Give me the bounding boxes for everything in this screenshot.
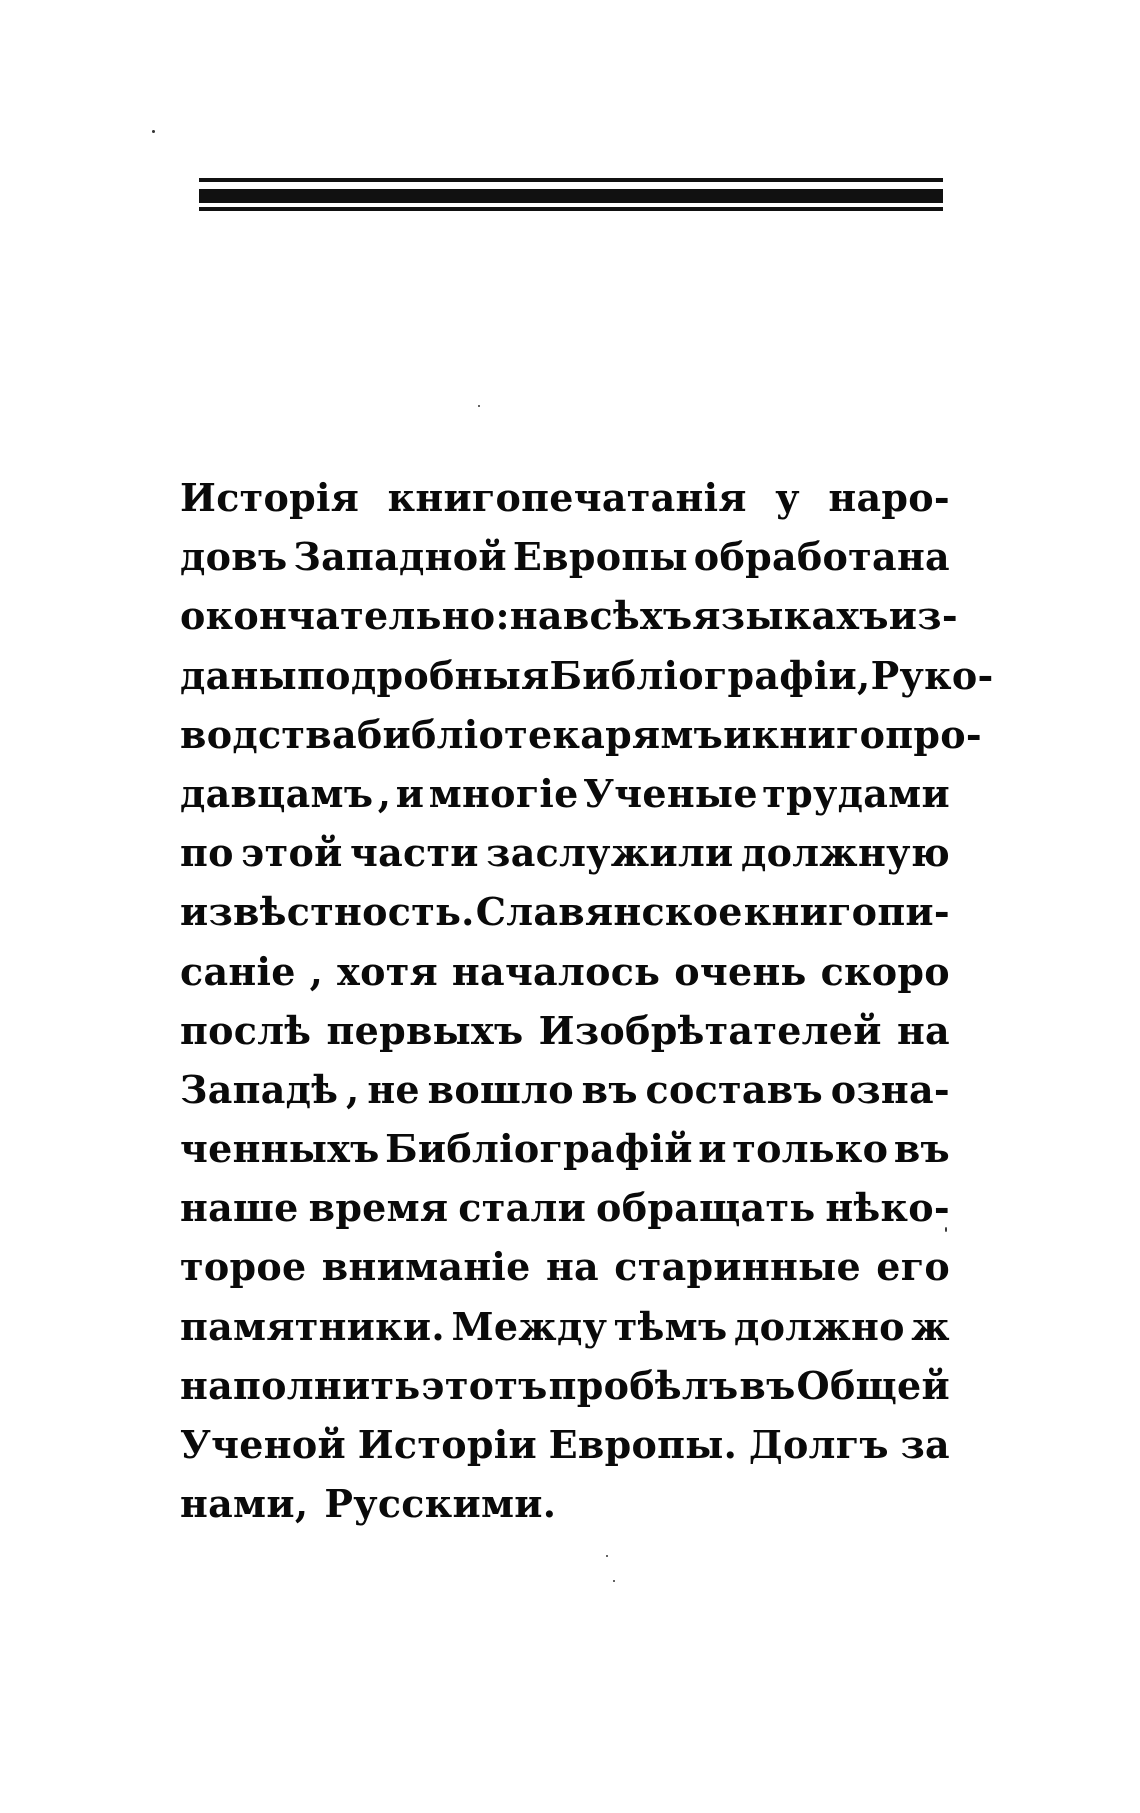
word: Ученые	[583, 770, 758, 816]
word: ,	[346, 1066, 360, 1112]
word: Исторіи	[357, 1422, 537, 1467]
word: даны	[180, 652, 298, 698]
word: наро-	[828, 475, 950, 520]
header-rule-thin-bottom	[199, 207, 943, 211]
word: время	[308, 1185, 449, 1231]
ink-speck	[613, 1580, 615, 1582]
word: наполнить	[180, 1362, 421, 1408]
word: старинные	[614, 1244, 861, 1290]
text-line	[180, 586, 958, 645]
word: всѣхъ	[562, 593, 693, 639]
word: должную	[740, 830, 950, 876]
word: на	[509, 593, 563, 639]
word: пробѣлъ	[548, 1362, 739, 1408]
text-line	[180, 646, 994, 705]
word: Русскими.	[324, 1481, 557, 1527]
word: на	[896, 1007, 950, 1053]
word: его	[876, 1244, 950, 1290]
word: Европы.	[548, 1422, 738, 1467]
word: ,	[309, 948, 324, 994]
word: ченныхъ	[180, 1126, 380, 1172]
word: из-	[888, 593, 958, 639]
header-rule-thick	[199, 189, 943, 203]
word: довъ	[180, 534, 288, 580]
word: библіотекарямъ	[356, 711, 724, 757]
text-line	[180, 1415, 950, 1474]
ink-speck	[478, 405, 480, 407]
word: въ	[581, 1066, 638, 1112]
word: ж	[911, 1303, 950, 1349]
word: давцамъ	[180, 770, 374, 816]
text-line	[180, 1297, 950, 1356]
text-line	[180, 823, 950, 882]
text-line	[180, 1237, 950, 1296]
text-line	[180, 705, 982, 764]
word: заслужили	[486, 830, 734, 876]
word: Западной	[293, 534, 507, 580]
word: этотъ	[421, 1362, 548, 1408]
word: началось	[451, 948, 661, 994]
word: Изобрѣтателей	[538, 1007, 882, 1053]
word: Общей	[796, 1362, 950, 1408]
word: вниманіе	[321, 1244, 531, 1290]
word: озна-	[830, 1066, 950, 1112]
word: окончательно:	[180, 593, 510, 639]
text-line	[180, 1474, 950, 1533]
word: Руко-	[870, 652, 994, 698]
word: Библіографій	[385, 1126, 693, 1172]
word: Долгъ	[748, 1422, 889, 1467]
word: Западѣ	[180, 1066, 339, 1112]
ink-speck	[152, 130, 155, 133]
word: обработана	[693, 534, 950, 580]
word: книгопро-	[751, 711, 982, 757]
word: въ	[739, 1362, 796, 1408]
text-line	[180, 1356, 950, 1415]
text-line	[180, 764, 950, 823]
header-rule	[199, 178, 943, 218]
word: саніе	[180, 948, 296, 994]
word: нами,	[180, 1481, 309, 1527]
word: извѣстность.	[180, 889, 475, 935]
word: на	[545, 1244, 599, 1290]
word: тѣмъ	[613, 1303, 728, 1349]
word: за	[900, 1422, 950, 1467]
text-line	[180, 1119, 950, 1178]
text-line	[180, 468, 950, 527]
word: и	[698, 1126, 727, 1172]
ink-speck	[606, 1555, 608, 1557]
word: у	[775, 475, 800, 520]
word: этой	[241, 830, 343, 876]
word: и	[723, 711, 752, 757]
word: части	[349, 830, 479, 876]
header-rule-thin-top	[199, 178, 943, 182]
word: не	[367, 1066, 420, 1112]
body-paragraph	[180, 468, 994, 1533]
word: Исторія	[180, 475, 360, 520]
word: книгопи-	[743, 889, 950, 935]
word: подробныя	[297, 652, 550, 698]
word: многіе	[428, 770, 579, 816]
word: обращать	[596, 1185, 816, 1231]
word: Между	[451, 1303, 608, 1349]
word: книгопечатанія	[387, 475, 747, 520]
word: стали	[458, 1185, 587, 1231]
word: вошло	[427, 1066, 574, 1112]
word: наше	[180, 1185, 299, 1231]
word: трудами	[762, 770, 950, 816]
text-line	[180, 882, 950, 941]
word: составъ	[645, 1066, 823, 1112]
word: очень	[674, 948, 807, 994]
text-line	[180, 1178, 950, 1237]
word: въ	[893, 1126, 950, 1172]
text-line	[180, 942, 950, 1001]
word: по	[180, 830, 234, 876]
word: Европы	[512, 534, 688, 580]
word: водства	[180, 711, 357, 757]
word: скоро	[820, 948, 950, 994]
word: послѣ	[180, 1007, 312, 1053]
word: только	[732, 1126, 889, 1172]
word: Ученой	[180, 1422, 346, 1467]
text-line	[180, 1001, 950, 1060]
word: и	[395, 770, 425, 816]
word: нѣко-	[825, 1185, 950, 1231]
text-line	[180, 527, 950, 586]
text-line	[180, 1060, 950, 1119]
word: должно	[733, 1303, 905, 1349]
word: языкахъ	[692, 593, 889, 639]
word: торое	[180, 1244, 307, 1290]
word: Славянское	[475, 889, 743, 935]
word: Библіографіи,	[549, 652, 871, 698]
word: хотя	[337, 948, 438, 994]
word: ,	[377, 770, 392, 816]
word: памятники.	[180, 1303, 445, 1349]
word: первыхъ	[326, 1007, 524, 1053]
